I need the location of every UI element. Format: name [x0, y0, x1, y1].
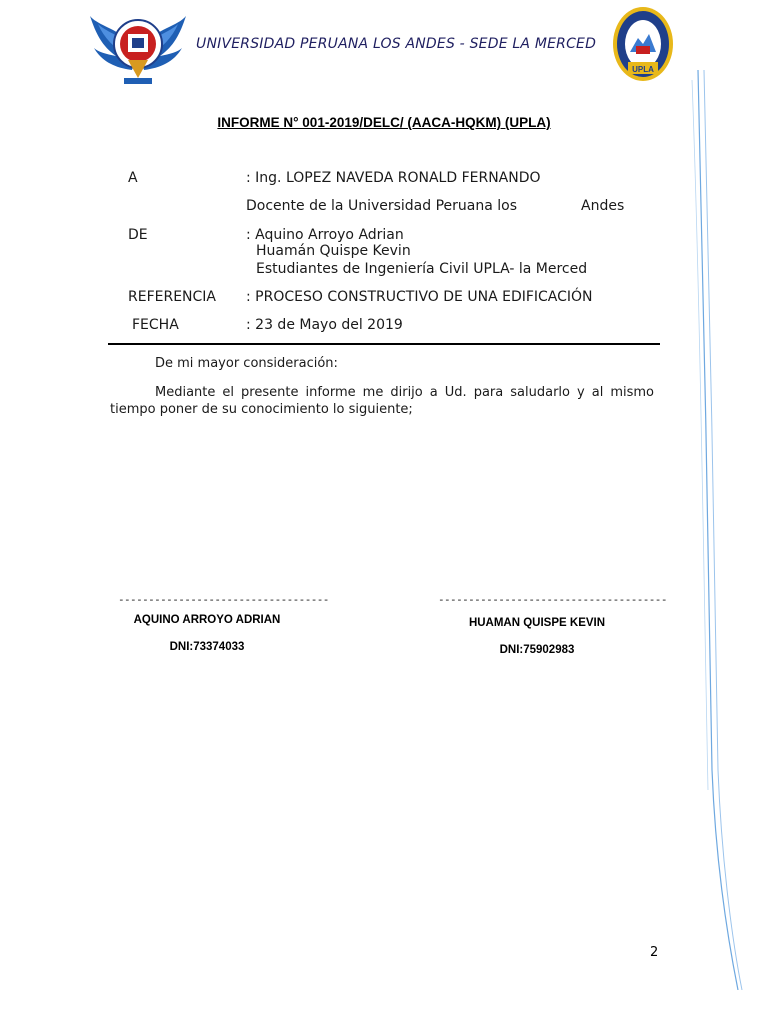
from-value-1: : Aquino Arroyo Adrian [246, 227, 404, 243]
reference-label: REFERENCIA [128, 289, 216, 305]
header-title: UNIVERSIDAD PERUANA LOS ANDES - SEDE LA MERCED [196, 36, 597, 52]
margin-decoration [690, 70, 750, 990]
to-value [246, 170, 541, 186]
to-label: A [128, 170, 138, 186]
signature-name-1: AQUINO ARROYO ADRIAN [133, 614, 281, 626]
signature-name-2: HUAMAN QUISPE KEVIN [468, 617, 606, 629]
report-title: INFORME N° 001-2019/DELC/ (AACA-HQKM) (UPLA) [217, 115, 551, 130]
from-label: DE [128, 227, 148, 243]
page-number: 2 [650, 945, 659, 960]
signature-line-2: -------------------------------------- [438, 593, 667, 606]
signature-line-1: ----------------------------------- [118, 593, 329, 606]
upla-seal-text: UPLA [632, 65, 654, 74]
signature-dni-2: DNI:75902983 [499, 644, 575, 656]
upla-seal-logo [612, 6, 674, 82]
reference-value: : PROCESO CONSTRUCTIVO DE UNA EDIFICACIÓN [246, 289, 593, 305]
from-value-3: Estudiantes de Ingeniería Civil UPLA- la Merced [256, 261, 588, 277]
divider [108, 343, 660, 345]
signature-dni-1: DNI:73374033 [169, 641, 245, 653]
date-label: FECHA [132, 317, 179, 333]
body-paragraph [110, 384, 654, 418]
greeting: De mi mayor consideración: [155, 356, 338, 371]
university-crest-logo [88, 8, 188, 86]
date-value: : 23 de Mayo del 2019 [246, 317, 403, 333]
from-value-2: Huamán Quispe Kevin [256, 243, 411, 259]
to-value-line2: Docente de la Universidad Peruana los [246, 198, 518, 214]
to-value-line2-end: Andes [581, 198, 625, 214]
to-value-text: : Ing. LOPEZ NAVEDA RONALD FERNANDO [246, 170, 541, 186]
body-paragraph-text: Mediante el presente informe me dirijo a Ud. para saludarlo y al mismo tiempo poner de su conocimiento lo siguiente; [110, 385, 654, 417]
